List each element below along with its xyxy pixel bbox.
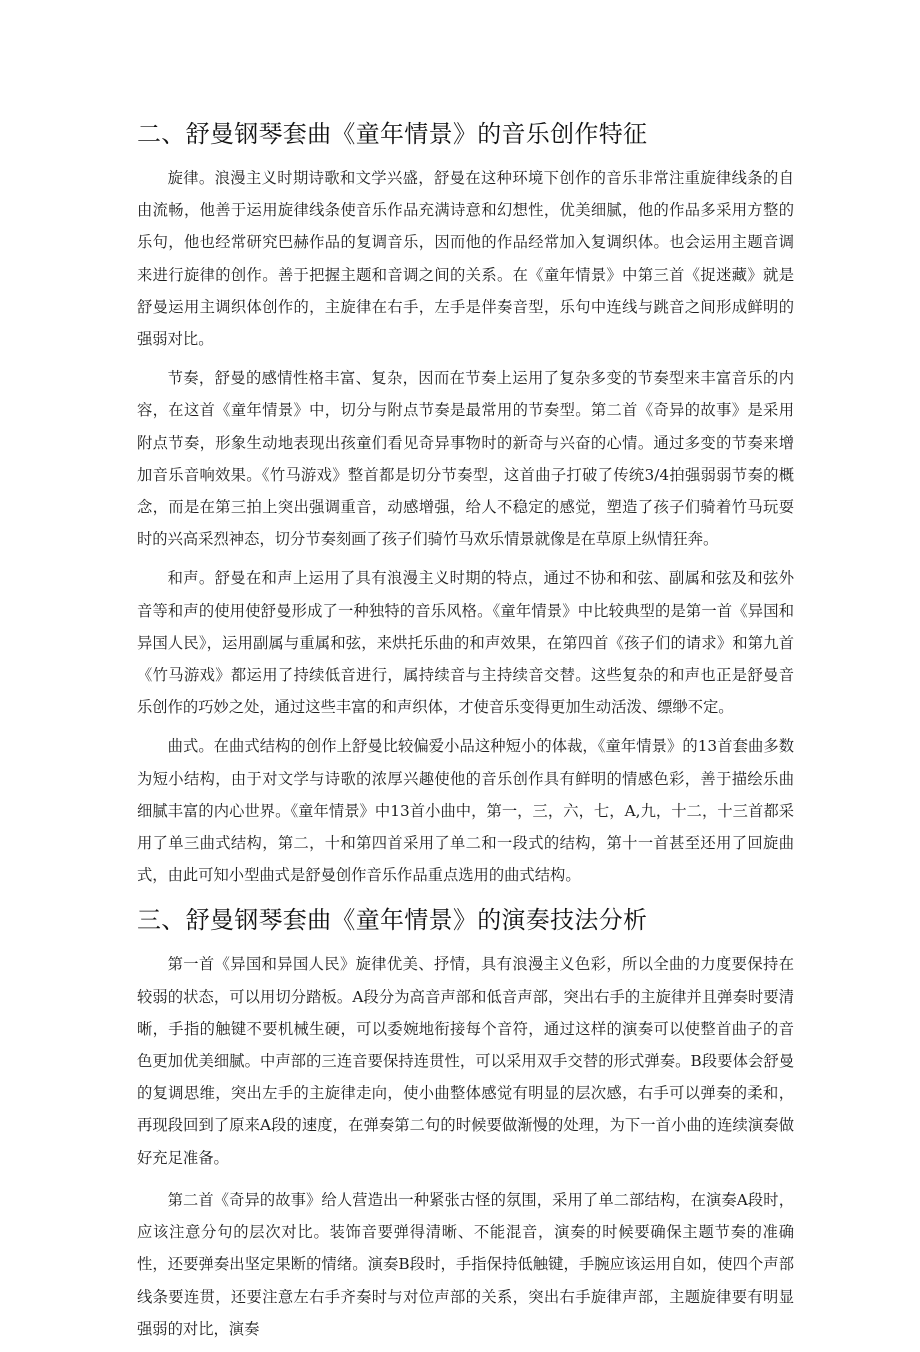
paragraph-form: 曲式。在曲式结构的创作上舒曼比较偏爱小品这种短小的体裁，《童年情景》的13首套曲多数为短小结构，由于对文学与诗歌的浓厚兴趣使他的音乐创作具有鲜明的情感色彩，善于描绘乐曲细腻丰富的内心世界。《童年情景》中13首小曲中，第一，三，六，七，A,九，十二，十三首都采用了单三曲式结构，第二，十和第四首采用了单二和一段式的结构，第十一首甚至还用了回旋曲式，由此可知小型曲式是舒曼创作音乐作品重点选用的曲式结构。 [137, 737, 794, 885]
paragraph-melody: 旋律。浪漫主义时期诗歌和文学兴盛，舒曼在这种环境下创作的音乐非常注重旋律线条的自由流畅，他善于运用旋律线条使音乐作品充满诗意和幻想性，优美细腻，他的作品多采用方整的乐句，他也经常研究巴赫作品的复调音乐，因而他的作品经常加入复调织体。也会运用主题音调来进行旋律的创作。善于把握主题和音调之间的关系。在《童年情景》中第三首《捉迷藏》就是舒曼运用主调织体创作的，主旋律在右手，左手是伴奏音型，乐句中连线与跳音之间形成鲜明的强弱对比。 [137, 169, 794, 349]
section-heading-3: 三、舒曼钢琴套曲《童年情景》的演奏技法分析 [137, 906, 648, 935]
document-body [137, 112, 794, 1352]
section-heading-2: 二、舒曼钢琴套曲《童年情景》的音乐创作特征 [137, 120, 648, 148]
paragraph-harmony: 和声。舒曼在和声上运用了具有浪漫主义时期的特点，通过不协和和弦、副属和弦及和弦外音等和声的使用使舒曼形成了一种独特的音乐风格。《童年情景》中比较典型的是第一首《异国和异国人民》，运用副属与重属和弦，来烘托乐曲的和声效果，在第四首《孩子们的请求》和第九首《竹马游戏》都运用了持续低音进行，属持续音与主持续音交替。这些复杂的和声也正是舒曼音乐创作的巧妙之处，通过这些丰富的和声织体，才使音乐变得更加生动活泼、缥缈不定。 [137, 569, 794, 717]
paragraph-rhythm: 节奏，舒曼的感情性格丰富、复杂，因而在节奏上运用了复杂多变的节奏型来丰富音乐的内容，在这首《童年情景》中，切分与附点节奏是最常用的节奏型。第二首《奇异的故事》是采用附点节奏，形象生动地表现出孩童们看见奇异事物时的新奇与兴奋的心情。通过多变的节奏来增加音乐音响效果。《竹马游戏》整首都是切分节奏型，这首曲子打破了传统3/4拍强弱弱节奏的概念，而是在第三拍上突出强调重音，动感增强，给人不稳定的感觉，塑造了孩子们骑着竹马玩耍时的兴高采烈神态，切分节奏刻画了孩子们骑竹马欢乐情景就像是在草原上纵情狂奔。 [137, 369, 794, 549]
paragraph-piece-1: 第一首《异国和异国人民》旋律优美、抒情，具有浪漫主义色彩，所以全曲的力度要保持在较弱的状态，可以用切分踏板。A段分为高音声部和低音声部，突出右手的主旋律并且弹奏时要清晰，手指的触键不要机械生硬，可以委婉地衔接每个音符，通过这样的演奏可以使整首曲子的音色更加优美细腻。中声部的三连音要保持连贯性，可以采用双手交替的形式弹奏。B段要体会舒曼的复调思维，突出左手的主旋律走向，使小曲整体感觉有明显的层次感，右手可以弹奏的柔和，再现段回到了原来A段的速度，在弹奏第二句的时候要做渐慢的处理，为下一首小曲的连续演奏做好充足准备。 [137, 955, 794, 1167]
paragraph-piece-2: 第二首《奇异的故事》给人营造出一种紧张古怪的氛围，采用了单二部结构，在演奏A段时，应该注意分句的层次对比。装饰音要弹得清晰、不能混音，演奏的时候要确保主题节奏的准确性，还要弹奏出坚定果断的情绪。演奏B段时，手指保持低触键，手腕应该运用自如，使四个声部线条要连贯，还要注意左右手齐奏时与对位声部的关系，突出右手旋律声部，主题旋律要有明显强弱的对比，演奏 [137, 1190, 794, 1338]
